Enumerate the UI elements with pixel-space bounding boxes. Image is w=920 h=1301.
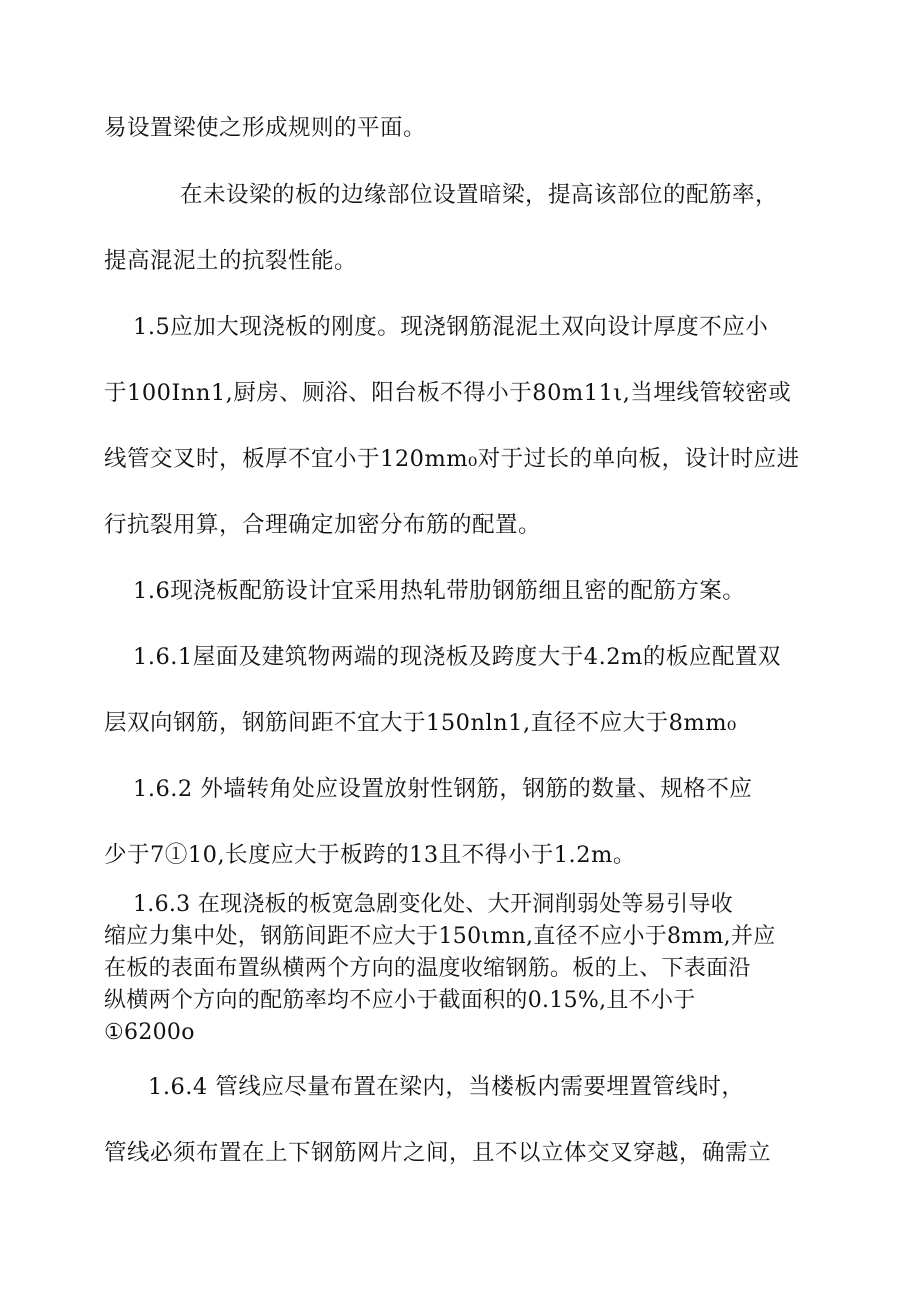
text-line-5: 于100Inn1,厨房、厕浴、阳台板不得小于80m11ι,当埋线管较密或 bbox=[104, 380, 792, 406]
text-line-8: 1.6现浇板配筋设计宜采用热轧带肋钢筋细且密的配筋方案。 bbox=[133, 578, 746, 604]
text-line-14: 缩应力集中处，钢筋间距不应大于150ιmn,直径不应小于8mm,并应 bbox=[104, 924, 776, 949]
text-line-1: 易设置梁使之形成规则的平面。 bbox=[104, 115, 427, 141]
text-line-16: 纵横两个方向的配筋率均不应小于截面积的0.15%,且不小于 bbox=[104, 988, 696, 1013]
text-line-17: ①6200o bbox=[104, 1020, 195, 1045]
text-line-7: 行抗裂用算，合理确定加密分布筋的配置。 bbox=[104, 512, 542, 538]
text-line-12: 少于7①10,长度应大于板跨的13且不得小于1.2m。 bbox=[104, 842, 636, 868]
text-line-4: 1.5应加大现浇板的刚度。现浇钢筋混泥土双向设计厚度不应小 bbox=[133, 314, 769, 340]
text-line-3: 提高混泥土的抗裂性能。 bbox=[104, 248, 358, 274]
text-line-13: 1.6.3 在现浇板的板宽急剧变化处、大开洞削弱处等易引导收 bbox=[133, 892, 733, 917]
text-line-10: 层双向钢筋，钢筋间距不宜大于150nln1,直径不应大于8mm₀ bbox=[104, 710, 737, 736]
text-line-19: 管线必须布置在上下钢筋网片之间，且不以立体交叉穿越，确需立 bbox=[104, 1140, 772, 1166]
text-line-11: 1.6.2 外墙转角处应设置放射性钢筋，钢筋的数量、规格不应 bbox=[133, 776, 753, 802]
text-line-18: 1.6.4 管线应尽量布置在梁内，当楼板内需要埋置管线时， bbox=[148, 1074, 745, 1100]
text-line-15: 在板的表面布置纵横两个方向的温度收缩钢筋。板的上、下表面沿 bbox=[104, 956, 751, 981]
text-line-2: 在未设梁的板的边缘部位设置暗梁，提高该部位的配筋率， bbox=[180, 182, 779, 208]
text-line-9: 1.6.1屋面及建筑物两端的现浇板及跨度大于4.2m的板应配置双 bbox=[133, 644, 781, 670]
text-line-6: 线管交叉时，板厚不宜小于120mm₀对于过长的单向板，设计时应进 bbox=[104, 446, 800, 472]
